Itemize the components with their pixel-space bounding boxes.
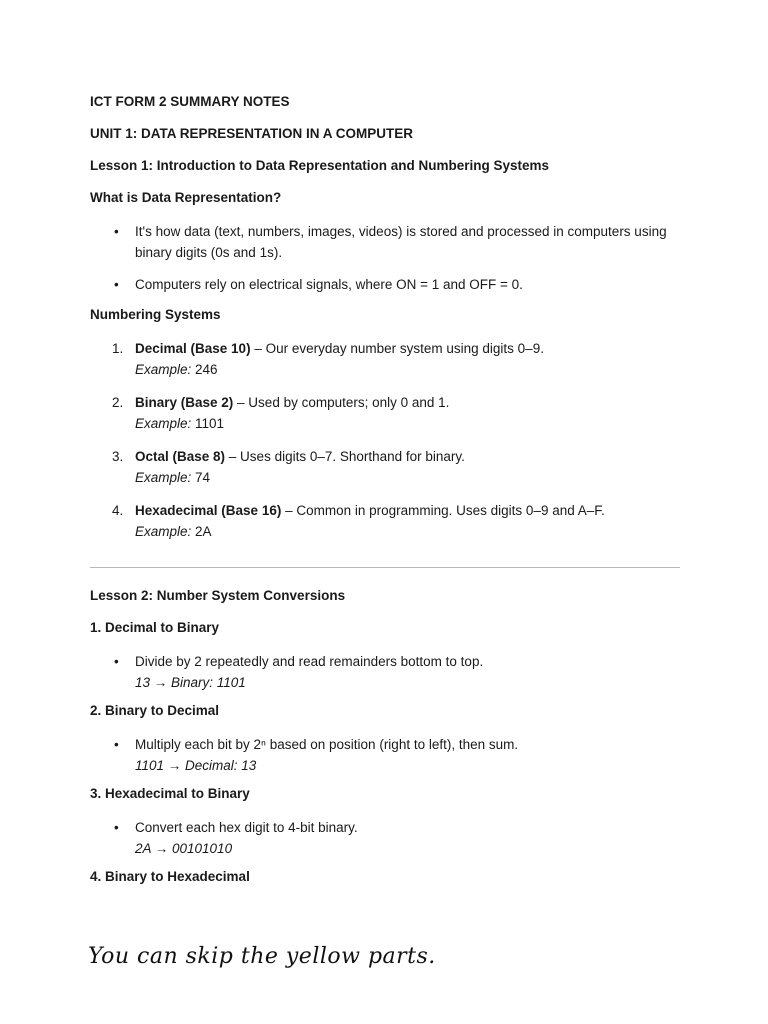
system-desc: – Our everyday number system using digits 0–9. <box>250 341 544 356</box>
list-item <box>90 446 680 488</box>
list-item <box>90 734 680 776</box>
conversion-list <box>90 734 680 776</box>
conversion-example: 2A → 00101010 <box>135 841 233 856</box>
list-item-text: It's how data (text, numbers, images, videos) is stored and processed in computers using binary digits (0s and 1s). <box>135 224 667 260</box>
section-divider <box>90 567 680 568</box>
list-item <box>90 817 680 859</box>
numbering-systems-list <box>90 338 680 542</box>
system-name: Binary (Base 2) <box>135 395 234 410</box>
system-name: Hexadecimal (Base 16) <box>135 503 282 518</box>
example-line <box>135 521 680 542</box>
example-line <box>135 359 680 380</box>
system-name: Octal (Base 8) <box>135 449 226 464</box>
data-representation-list <box>90 221 680 295</box>
conversion-heading: 4. Binary to Hexadecimal <box>90 869 250 884</box>
item-number: 1. <box>112 341 124 356</box>
example-value: 246 <box>191 362 218 377</box>
document-page <box>90 93 680 886</box>
example-value: 2A <box>191 524 212 539</box>
example-label: Example: <box>135 416 192 431</box>
item-number: 2. <box>112 395 124 410</box>
example-value: 74 <box>191 470 211 485</box>
list-item <box>90 221 680 263</box>
example-line <box>135 413 680 434</box>
lesson2-title: Lesson 2: Number System Conversions <box>90 588 346 603</box>
system-desc: – Used by computers; only 0 and 1. <box>233 395 450 410</box>
conversion-heading: 2. Binary to Decimal <box>90 703 220 718</box>
item-number: 3. <box>112 449 124 464</box>
lesson1-title: Lesson 1: Introduction to Data Representation and Numbering Systems <box>90 158 550 173</box>
list-item <box>90 651 680 693</box>
list-item <box>90 500 680 542</box>
conversion-example: 1101 → Decimal: 13 <box>135 758 257 773</box>
list-item-text: Multiply each bit by 2ⁿ based on position (right to left), then sum. <box>135 737 519 752</box>
document-title: ICT FORM 2 SUMMARY NOTES <box>90 94 290 109</box>
conversion-heading: 1. Decimal to Binary <box>90 620 220 635</box>
numbering-systems-heading: Numbering Systems <box>90 307 221 322</box>
system-name: Decimal (Base 10) <box>135 341 251 356</box>
list-item-text: Divide by 2 repeatedly and read remainders bottom to top. <box>135 654 484 669</box>
example-label: Example: <box>135 362 192 377</box>
example-label: Example: <box>135 524 192 539</box>
conversion-example: 13 → Binary: 1101 <box>135 675 246 690</box>
example-line <box>135 467 680 488</box>
conversion-heading: 3. Hexadecimal to Binary <box>90 786 250 801</box>
list-item <box>90 392 680 434</box>
conversion-list <box>90 817 680 859</box>
handwritten-note: You can skip the yellow parts. <box>88 944 436 969</box>
list-item-text: Convert each hex digit to 4-bit binary. <box>135 820 358 835</box>
list-item <box>90 338 680 380</box>
conversion-list <box>90 651 680 693</box>
system-desc: – Uses digits 0–7. Shorthand for binary. <box>225 449 465 464</box>
example-value: 1101 <box>191 416 225 431</box>
data-representation-heading: What is Data Representation? <box>90 190 282 205</box>
list-item <box>90 274 680 295</box>
system-desc: – Common in programming. Uses digits 0–9 and A–F. <box>281 503 605 518</box>
example-label: Example: <box>135 470 192 485</box>
unit-heading: UNIT 1: DATA REPRESENTATION IN A COMPUTER <box>90 126 413 141</box>
list-item-text: Computers rely on electrical signals, where ON = 1 and OFF = 0. <box>135 277 523 292</box>
item-number: 4. <box>112 503 124 518</box>
